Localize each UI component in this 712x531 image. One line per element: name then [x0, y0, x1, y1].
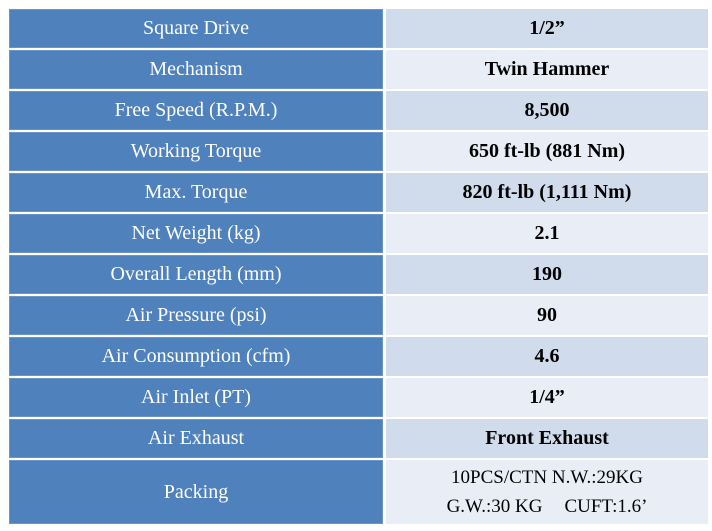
- spec-label: Net Weight (kg): [9, 213, 385, 254]
- spec-row-square-drive: [9, 9, 708, 49]
- spec-row-packing: [9, 459, 708, 525]
- spec-label: Square Drive: [9, 9, 385, 49]
- packing-value: [385, 459, 709, 525]
- spec-label: Overall Length (mm): [9, 254, 385, 295]
- spec-row-net-weight: [9, 213, 708, 254]
- spec-label: Max. Torque: [9, 172, 385, 213]
- spec-label: Free Speed (R.P.M.): [9, 90, 385, 131]
- spec-value: Twin Hammer: [385, 49, 709, 90]
- spec-label: Air Exhaust: [9, 418, 385, 459]
- spec-row-mechanism: [9, 49, 708, 90]
- spec-value: Front Exhaust: [385, 418, 709, 459]
- spec-label: Air Consumption (cfm): [9, 336, 385, 377]
- spec-value: 90: [385, 295, 709, 336]
- spec-row-air-consumption: [9, 336, 708, 377]
- spec-label: Working Torque: [9, 131, 385, 172]
- spec-row-free-speed: [9, 90, 708, 131]
- packing-line-2: [386, 492, 708, 521]
- spec-value: 8,500: [385, 90, 709, 131]
- packing-line-1: 10PCS/CTN N.W.:29KG: [451, 467, 643, 488]
- spec-row-working-torque: [9, 131, 708, 172]
- spec-row-air-pressure: [9, 295, 708, 336]
- spec-value: 1/4”: [385, 377, 709, 418]
- spec-label: Packing: [9, 459, 385, 525]
- spec-value: 820 ft-lb (1,111 Nm): [385, 172, 709, 213]
- spec-value: 650 ft-lb (881 Nm): [385, 131, 709, 172]
- spec-value: 1/2”: [385, 9, 709, 49]
- spec-value: 4.6: [385, 336, 709, 377]
- spec-label: Air Pressure (psi): [9, 295, 385, 336]
- spec-value: 2.1: [385, 213, 709, 254]
- spec-label: Air Inlet (PT): [9, 377, 385, 418]
- spec-label: Mechanism: [9, 49, 385, 90]
- spec-row-air-exhaust: [9, 418, 708, 459]
- spec-row-overall-length: [9, 254, 708, 295]
- packing-gross-weight: G.W.:30 KG: [446, 496, 543, 517]
- spec-table: [9, 9, 708, 526]
- spec-row-max-torque: [9, 172, 708, 213]
- packing-cuft: CUFT:1.6’: [564, 496, 648, 517]
- spec-value: 190: [385, 254, 709, 295]
- spec-row-air-inlet: [9, 377, 708, 418]
